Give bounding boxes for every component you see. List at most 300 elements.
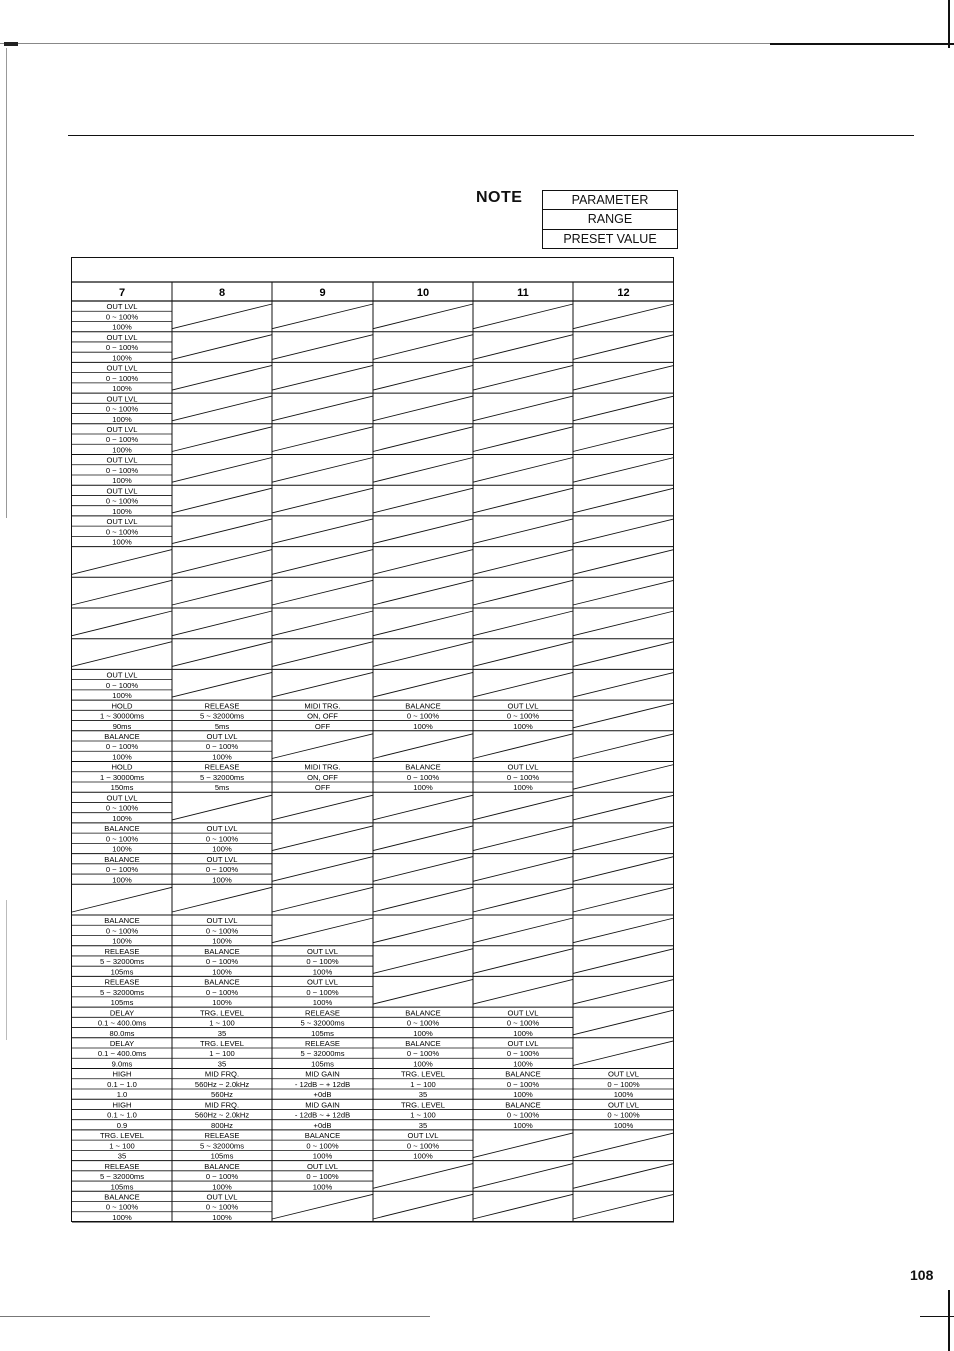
legend-range: RANGE: [543, 209, 677, 228]
cell-preset-value: 100%: [212, 875, 232, 885]
cell-parameter: BALANCE: [505, 1100, 541, 1110]
cell-preset-value: 150ms: [110, 783, 134, 793]
empty-cell-diagonal: [172, 458, 272, 483]
cell-range: 0.1 ~ 1.0: [107, 1110, 137, 1120]
cell-parameter: OUT LVL: [608, 1069, 639, 1079]
cell-range: 0 ~ 100%: [306, 957, 339, 967]
empty-cell-diagonal: [272, 550, 373, 575]
empty-cell-diagonal: [573, 1010, 674, 1035]
empty-cell-diagonal: [473, 611, 573, 636]
cell-range: - 12dB ~ + 12dB: [294, 1110, 351, 1120]
cell-range: 0 ~ 100%: [105, 404, 139, 414]
empty-cell-diagonal: [573, 1194, 674, 1219]
empty-cell-diagonal: [473, 979, 573, 1004]
empty-cell-diagonal: [573, 795, 674, 820]
empty-cell-diagonal: [373, 642, 473, 667]
cell-parameter: DELAY: [109, 1039, 135, 1048]
empty-cell-diagonal: [473, 488, 573, 513]
cell-preset-value: 100%: [112, 844, 132, 854]
cell-range: 0 ~ 100%: [506, 711, 540, 721]
cell-preset-value: 100%: [112, 476, 132, 486]
empty-cell-diagonal: [473, 519, 573, 544]
legend-parameter: PARAMETER: [571, 193, 649, 207]
empty-cell-diagonal: [473, 580, 573, 605]
cell-preset-value: 100%: [413, 1151, 433, 1161]
cell-parameter: OUT LVL: [507, 1039, 539, 1048]
cell-range: 0 ~ 100%: [105, 527, 139, 537]
empty-cell-diagonal: [272, 734, 373, 759]
cell-range: 0 ~ 100%: [105, 834, 139, 844]
cell-preset-value: 100%: [513, 721, 533, 731]
empty-cell-diagonal: [573, 887, 674, 912]
cell-range: 0 ~ 100%: [607, 1079, 640, 1089]
empty-cell-diagonal: [473, 949, 573, 974]
cell-parameter: OUT LVL: [106, 363, 138, 373]
cell-range: 0.1 ~ 400.0ms: [97, 1018, 147, 1028]
cell-range: 5 ~ 32000ms: [99, 1172, 145, 1182]
cell-preset-value: 100%: [413, 1028, 433, 1038]
empty-cell-diagonal: [272, 519, 373, 544]
empty-cell-diagonal: [373, 458, 473, 483]
cell-parameter: MIDI TRG.: [304, 762, 341, 772]
cell-preset-value: 5ms: [214, 783, 230, 793]
cell-range: 0 ~ 100%: [607, 1110, 640, 1120]
cell-range: 0 ~ 100%: [506, 1049, 540, 1059]
empty-cell-diagonal: [72, 580, 172, 605]
empty-cell-diagonal: [373, 335, 473, 360]
cell-preset-value: 100%: [513, 1090, 533, 1100]
empty-cell-diagonal: [373, 887, 473, 912]
empty-cell-diagonal: [473, 887, 573, 912]
empty-cell-diagonal: [373, 427, 473, 452]
empty-cell-diagonal: [573, 979, 674, 1004]
cell-preset-value: 100%: [112, 691, 132, 701]
empty-cell-diagonal: [373, 918, 473, 943]
cell-parameter: OUT LVL: [608, 1100, 639, 1110]
empty-cell-diagonal: [573, 519, 674, 544]
cell-parameter: OUT LVL: [206, 1192, 238, 1202]
empty-cell-diagonal: [272, 427, 373, 452]
empty-cell-diagonal: [573, 1133, 674, 1158]
empty-cell-diagonal: [72, 887, 172, 912]
cell-range: 0 ~ 100%: [105, 865, 139, 875]
cell-parameter: TRG. LEVEL: [401, 1100, 445, 1110]
cell-parameter: OUT LVL: [206, 824, 238, 834]
empty-cell-diagonal: [272, 642, 373, 667]
cell-preset-value: 100%: [212, 936, 232, 946]
cell-parameter: MIDI TRG.: [304, 701, 341, 711]
cell-preset-value: 35: [418, 1090, 428, 1100]
cell-preset-value: 100%: [112, 322, 132, 332]
cell-range: 560Hz ~ 2.0kHz: [194, 1110, 250, 1120]
cell-range: 0 ~ 100%: [105, 435, 139, 445]
empty-cell-diagonal: [172, 365, 272, 390]
cell-range: 0 ~ 100%: [205, 1172, 239, 1182]
cell-parameter: BALANCE: [204, 946, 240, 956]
empty-cell-diagonal: [573, 304, 674, 329]
cell-preset-value: 100%: [312, 1182, 333, 1192]
cell-parameter: BALANCE: [405, 701, 441, 711]
cell-range: ON, OFF: [307, 711, 338, 721]
cell-parameter: BALANCE: [104, 732, 140, 741]
empty-cell-diagonal: [573, 1164, 674, 1189]
cell-parameter: RELEASE: [304, 1039, 341, 1048]
empty-cell-diagonal: [172, 642, 272, 667]
cell-preset-value: 100%: [112, 752, 132, 762]
cell-parameter: OUT LVL: [106, 455, 138, 465]
empty-cell-diagonal: [373, 795, 473, 820]
empty-cell-diagonal: [172, 427, 272, 452]
cell-range: 0 ~ 100%: [205, 987, 239, 997]
cell-parameter: TRG. LEVEL: [100, 1131, 144, 1141]
cell-preset-value: +0dB: [313, 1120, 332, 1130]
cell-parameter: OUT LVL: [106, 486, 138, 496]
cell-range: 1 ~ 100: [410, 1110, 436, 1120]
cell-parameter: BALANCE: [104, 1192, 140, 1202]
cell-preset-value: 560Hz: [211, 1090, 233, 1100]
cell-range: 0 ~ 100%: [105, 926, 139, 936]
empty-cell-diagonal: [573, 488, 674, 513]
cell-range: 0.1 ~ 1.0: [107, 1079, 137, 1089]
empty-cell-diagonal: [172, 887, 272, 912]
empty-cell-diagonal: [272, 1194, 373, 1219]
empty-cell-diagonal: [573, 918, 674, 943]
empty-cell-diagonal: [373, 1164, 473, 1189]
cell-preset-value: 100%: [112, 875, 132, 885]
cell-parameter: BALANCE: [104, 824, 140, 834]
cell-preset-value: 100%: [112, 353, 132, 363]
cell-range: 0 ~ 100%: [506, 1110, 540, 1120]
cell-preset-value: 100%: [312, 967, 333, 977]
cell-range: 0 ~ 100%: [306, 987, 339, 997]
cell-preset-value: 100%: [613, 1090, 634, 1100]
empty-cell-diagonal: [272, 672, 373, 697]
cell-range: 0 ~ 100%: [105, 1202, 139, 1212]
cell-range: 0 ~ 100%: [406, 1141, 440, 1151]
empty-cell-diagonal: [573, 550, 674, 575]
cell-parameter: OUT LVL: [407, 1131, 439, 1141]
cell-parameter: OUT LVL: [206, 854, 238, 864]
cell-preset-value: 105ms: [311, 1028, 334, 1038]
cell-parameter: BALANCE: [104, 854, 140, 864]
cell-parameter: BALANCE: [204, 977, 240, 987]
cell-range: 5 ~ 32000ms: [199, 1141, 245, 1151]
cell-preset-value: 105ms: [210, 1151, 234, 1161]
empty-cell-diagonal: [573, 1041, 674, 1066]
cell-preset-value: 105ms: [110, 967, 134, 977]
page-number: 108: [910, 1267, 934, 1283]
empty-cell-diagonal: [172, 672, 272, 697]
cell-range: 0 ~ 100%: [105, 343, 139, 353]
empty-cell-diagonal: [373, 979, 473, 1004]
empty-cell-diagonal: [473, 1164, 573, 1189]
cell-range: 0 ~ 100%: [306, 1141, 339, 1151]
empty-cell-diagonal: [373, 580, 473, 605]
cell-parameter: HOLD: [111, 701, 133, 711]
cell-range: 0 ~ 100%: [406, 1018, 440, 1028]
cell-range: 5 ~ 32000ms: [199, 772, 245, 782]
cell-parameter: TRG. LEVEL: [401, 1069, 445, 1079]
empty-cell-diagonal: [172, 611, 272, 636]
cell-parameter: OUT LVL: [206, 916, 238, 926]
cell-range: 1 ~ 100: [209, 1018, 235, 1028]
cell-parameter: OUT LVL: [206, 732, 238, 741]
cell-preset-value: 9.0ms: [111, 1059, 133, 1069]
column-header-8: 8: [218, 287, 226, 299]
cell-preset-value: 100%: [613, 1120, 634, 1130]
cell-range: 0 ~ 100%: [406, 772, 440, 782]
empty-cell-diagonal: [573, 826, 674, 851]
cell-preset-value: 35: [418, 1120, 428, 1130]
cell-parameter: OUT LVL: [106, 302, 138, 312]
empty-cell-diagonal: [373, 1194, 473, 1219]
cell-parameter: OUT LVL: [307, 977, 338, 987]
empty-cell-diagonal: [72, 611, 172, 636]
empty-cell-diagonal: [473, 795, 573, 820]
empty-cell-diagonal: [473, 335, 573, 360]
column-header-7: 7: [118, 287, 126, 299]
empty-cell-diagonal: [373, 519, 473, 544]
cell-preset-value: 100%: [513, 783, 533, 793]
cell-parameter: BALANCE: [405, 762, 441, 772]
cell-parameter: TRG. LEVEL: [200, 1008, 244, 1018]
empty-cell-diagonal: [573, 765, 674, 790]
empty-cell-diagonal: [272, 488, 373, 513]
empty-cell-diagonal: [473, 1194, 573, 1219]
cell-preset-value: 0.9: [116, 1120, 128, 1130]
cell-parameter: OUT LVL: [507, 762, 539, 772]
empty-cell-diagonal: [373, 826, 473, 851]
cell-range: 0 ~ 100%: [105, 742, 139, 752]
empty-cell-diagonal: [573, 703, 674, 728]
empty-cell-diagonal: [373, 550, 473, 575]
empty-cell-diagonal: [473, 304, 573, 329]
cell-range: - 12dB ~ + 12dB: [294, 1079, 351, 1089]
cell-range: 5 ~ 32000ms: [199, 711, 245, 721]
cell-preset-value: 100%: [112, 384, 132, 394]
cell-range: 0 ~ 100%: [105, 465, 139, 475]
cell-parameter: OUT LVL: [106, 793, 138, 803]
empty-cell-diagonal: [172, 580, 272, 605]
empty-cell-diagonal: [373, 949, 473, 974]
empty-cell-diagonal: [272, 304, 373, 329]
cell-range: 0 ~ 100%: [205, 834, 239, 844]
cell-range: 0 ~ 100%: [506, 772, 540, 782]
empty-cell-diagonal: [473, 826, 573, 851]
cell-parameter: OUT LVL: [307, 946, 338, 956]
cell-preset-value: 100%: [212, 752, 232, 762]
cell-range: 0.1 ~ 400.0ms: [97, 1049, 147, 1059]
empty-cell-diagonal: [272, 826, 373, 851]
empty-cell-diagonal: [573, 396, 674, 421]
empty-cell-diagonal: [573, 335, 674, 360]
cell-range: 0 ~ 100%: [105, 496, 139, 506]
empty-cell-diagonal: [573, 672, 674, 697]
cell-range: 0 ~ 100%: [105, 803, 139, 813]
cell-range: 560Hz ~ 2.0kHz: [194, 1079, 250, 1089]
empty-cell-diagonal: [373, 857, 473, 882]
cell-parameter: HIGH: [112, 1069, 132, 1079]
empty-cell-diagonal: [573, 611, 674, 636]
cell-range: 1 ~ 100: [209, 1049, 235, 1059]
cell-parameter: OUT LVL: [507, 1008, 539, 1018]
cell-parameter: HOLD: [111, 762, 133, 772]
cell-parameter: BALANCE: [104, 916, 140, 926]
empty-cell-diagonal: [473, 550, 573, 575]
cell-parameter: RELEASE: [204, 701, 240, 711]
empty-cell-diagonal: [172, 550, 272, 575]
empty-cell-diagonal: [272, 365, 373, 390]
cell-preset-value: 105ms: [110, 998, 134, 1008]
cell-range: 0 ~ 100%: [105, 680, 139, 690]
empty-cell-diagonal: [473, 1133, 573, 1158]
cell-preset-value: 35: [217, 1028, 227, 1038]
empty-cell-diagonal: [373, 396, 473, 421]
note-label: NOTE: [476, 189, 523, 206]
cell-parameter: BALANCE: [204, 1161, 240, 1171]
empty-cell-diagonal: [172, 396, 272, 421]
empty-cell-diagonal: [573, 642, 674, 667]
cell-range: 0 ~ 100%: [105, 312, 139, 322]
empty-cell-diagonal: [72, 642, 172, 667]
empty-cell-diagonal: [473, 458, 573, 483]
cell-preset-value: 105ms: [311, 1059, 334, 1069]
empty-cell-diagonal: [172, 488, 272, 513]
empty-cell-diagonal: [272, 580, 373, 605]
cell-preset-value: 100%: [312, 998, 333, 1008]
cell-preset-value: 100%: [112, 813, 132, 823]
cell-range: 0 ~ 100%: [205, 957, 239, 967]
empty-cell-diagonal: [473, 427, 573, 452]
cell-parameter: BALANCE: [405, 1039, 441, 1048]
cell-preset-value: 800Hz: [211, 1120, 233, 1130]
empty-cell-diagonal: [172, 795, 272, 820]
empty-cell-diagonal: [272, 887, 373, 912]
empty-cell-diagonal: [272, 611, 373, 636]
empty-cell-diagonal: [373, 672, 473, 697]
empty-cell-diagonal: [473, 642, 573, 667]
cell-preset-value: 1.0: [116, 1090, 128, 1100]
cell-range: 0 ~ 100%: [406, 1049, 440, 1059]
cell-range: 0 ~ 100%: [105, 373, 139, 383]
empty-cell-diagonal: [473, 918, 573, 943]
legend-preset-value: PRESET VALUE: [543, 229, 677, 248]
empty-cell-diagonal: [573, 949, 674, 974]
cell-range: 5 ~ 32000ms: [99, 957, 145, 967]
cell-preset-value: 100%: [212, 967, 232, 977]
cell-preset-value: OFF: [314, 783, 331, 793]
cell-range: 0 ~ 100%: [205, 926, 239, 936]
cell-range: 0 ~ 100%: [205, 865, 239, 875]
cell-parameter: RELEASE: [204, 1131, 240, 1141]
cell-range: 5 ~ 32000ms: [300, 1049, 345, 1059]
cell-parameter: OUT LVL: [307, 1161, 338, 1171]
cell-range: ON, OFF: [307, 772, 338, 782]
empty-cell-diagonal: [573, 857, 674, 882]
column-header-9: 9: [319, 287, 326, 299]
empty-cell-diagonal: [473, 672, 573, 697]
empty-cell-diagonal: [272, 857, 373, 882]
cell-parameter: MID FRQ.: [204, 1100, 240, 1110]
empty-cell-diagonal: [573, 734, 674, 759]
cell-preset-value: 100%: [312, 1151, 333, 1161]
empty-cell-diagonal: [373, 488, 473, 513]
cell-preset-value: OFF: [314, 721, 331, 731]
cell-range: 1 ~ 100: [109, 1141, 135, 1151]
empty-cell-diagonal: [473, 365, 573, 390]
cell-preset-value: 100%: [413, 1059, 433, 1069]
cell-preset-value: 100%: [212, 998, 232, 1008]
empty-cell-diagonal: [473, 857, 573, 882]
cell-preset-value: 100%: [212, 844, 232, 854]
empty-cell-diagonal: [72, 550, 172, 575]
cell-preset-value: 35: [117, 1151, 127, 1161]
cell-parameter: BALANCE: [505, 1069, 541, 1079]
column-header-12: 12: [617, 287, 630, 299]
cell-parameter: TRG. LEVEL: [200, 1039, 244, 1048]
cell-range: 1 ~ 30000ms: [99, 772, 145, 782]
cell-preset-value: 100%: [413, 783, 433, 793]
empty-cell-diagonal: [272, 918, 373, 943]
cell-range: 0 ~ 100%: [506, 1018, 540, 1028]
cell-preset-value: 100%: [513, 1028, 533, 1038]
cell-preset-value: 100%: [112, 537, 132, 547]
cell-parameter: OUT LVL: [106, 517, 138, 527]
cell-preset-value: 100%: [212, 1212, 232, 1222]
cell-range: 0 ~ 100%: [205, 742, 239, 752]
cell-preset-value: 100%: [112, 936, 132, 946]
cell-preset-value: 100%: [112, 506, 132, 516]
cell-parameter: OUT LVL: [507, 701, 539, 711]
cell-range: 5 ~ 32000ms: [99, 987, 145, 997]
empty-cell-diagonal: [473, 734, 573, 759]
cell-preset-value: 100%: [112, 1212, 132, 1222]
cell-range: 1 ~ 30000ms: [99, 711, 145, 721]
empty-cell-diagonal: [573, 427, 674, 452]
cell-parameter: RELEASE: [304, 1008, 341, 1018]
cell-parameter: OUT LVL: [106, 394, 138, 404]
cell-parameter: RELEASE: [104, 977, 140, 987]
empty-cell-diagonal: [272, 795, 373, 820]
empty-cell-diagonal: [272, 458, 373, 483]
empty-cell-diagonal: [373, 304, 473, 329]
cell-preset-value: 100%: [513, 1120, 533, 1130]
empty-cell-diagonal: [573, 580, 674, 605]
empty-cell-diagonal: [573, 458, 674, 483]
empty-cell-diagonal: [473, 396, 573, 421]
cell-preset-value: 100%: [112, 445, 132, 455]
cell-parameter: HIGH: [112, 1100, 132, 1110]
empty-cell-diagonal: [573, 365, 674, 390]
empty-cell-diagonal: [373, 365, 473, 390]
cell-range: 0 ~ 100%: [205, 1202, 239, 1212]
cell-preset-value: 80.0ms: [109, 1028, 135, 1038]
cell-preset-value: 100%: [413, 721, 433, 731]
cell-range: 1 ~ 100: [410, 1079, 436, 1089]
cell-parameter: BALANCE: [405, 1008, 441, 1018]
cell-parameter: DELAY: [109, 1008, 135, 1018]
cell-preset-value: 90ms: [112, 721, 132, 731]
cell-preset-value: 100%: [513, 1059, 533, 1069]
cell-preset-value: 105ms: [110, 1182, 134, 1192]
empty-cell-diagonal: [272, 396, 373, 421]
cell-range: 0 ~ 100%: [406, 711, 440, 721]
cell-parameter: OUT LVL: [106, 332, 138, 342]
empty-cell-diagonal: [172, 335, 272, 360]
empty-cell-diagonal: [373, 734, 473, 759]
empty-cell-diagonal: [172, 304, 272, 329]
cell-preset-value: 100%: [212, 1182, 232, 1192]
